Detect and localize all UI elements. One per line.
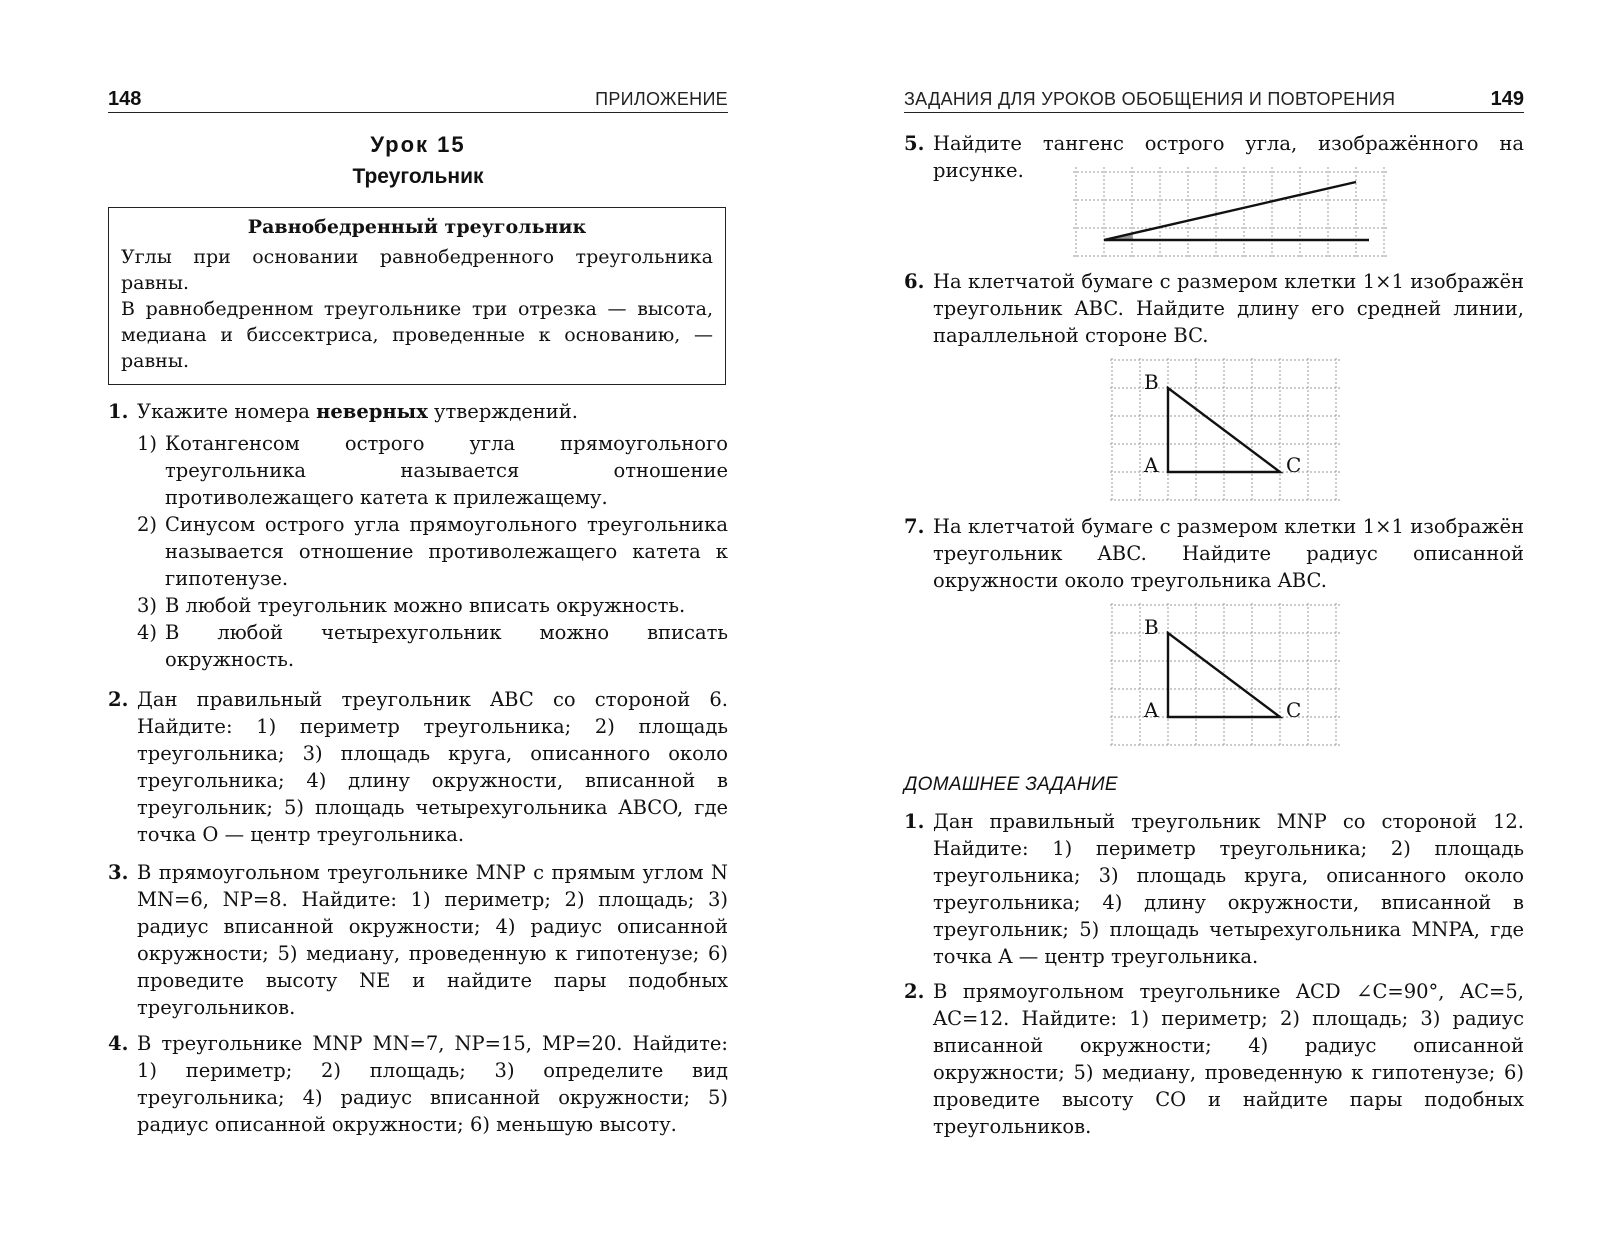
theory-box-title: Равнобедренный треугольник [247, 216, 587, 238]
task-4 [108, 1030, 728, 1138]
running-title-right: ЗАДАНИЯ ДЛЯ УРОКОВ ОБОБЩЕНИЯ И ПОВТОРЕНИЯ [904, 89, 1396, 109]
lesson-title: Урок 15 [370, 132, 466, 157]
vertex-a-label: A [1144, 698, 1159, 722]
vertex-b-label: B [1144, 615, 1159, 639]
task-1-item: 1) Котангенсом острого угла прямоугольного треугольника называется отношение противолежащего катета к прилежащему. [137, 432, 728, 509]
task-1-item: 3) В любой треугольник можно вписать окружность. [137, 594, 686, 617]
task-2 [108, 686, 728, 848]
task-1-item: 4) В любой четырехугольник можно вписать окружность. [137, 621, 728, 671]
homework-2-number: 2. [904, 980, 925, 1003]
theory-box [108, 207, 726, 385]
homework-title: ДОМАШНЕЕ ЗАДАНИЕ [904, 774, 1118, 795]
triangle-figure-7 [1110, 603, 1346, 747]
task-1 [108, 398, 728, 673]
homework-task-2 [904, 978, 1524, 1140]
vertex-c-label: C [1286, 453, 1302, 477]
task-1-number: 1. [108, 400, 129, 423]
task-6-text: На клетчатой бумаге с размером клетки 1×1 изображён треугольник ABC. Найдите длину его средней линии, параллельной стороне BC. [933, 270, 1524, 347]
task-3-text: В прямоугольном треугольнике MNP с прямым углом N MN=6, NP=8. Найдите: 1) периметр; 2) площадь; 3) радиус вписанной окружности; 4) радиус описанной окружности; 5) медиану, проведенную к гипотенузе; 6) проведите высоту NE и найдите пары подобных треугольников. [137, 861, 728, 1019]
theory-paragraph-1: Углы при основании равнобедренного треугольника равны. [121, 246, 713, 294]
task-2-text: Дан правильный треугольник ABC со стороной 6. Найдите: 1) периметр треугольника; 2) площадь треугольника; 3) площадь круга, описанного около треугольника; 4) длину окружности, вписанной в треугольник; 5) площадь четырехугольника ABCO, где точка O — центр треугольника. [137, 688, 728, 846]
task-1-intro: Укажите номера неверных утверждений. [137, 400, 578, 423]
homework-2-text: В прямоугольном треугольнике ACD ∠C=90°, AC=5, AC=12. Найдите: 1) периметр; 2) площадь; 3) радиус вписанной окружности; 4) радиус описанной окружности; 5) медиану, проведенную к гипотенузе; 6) проведите высоту CO и найдите пары подобных треугольников. [933, 980, 1524, 1138]
task-4-number: 4. [108, 1032, 129, 1055]
triangle-figure-6 [1110, 358, 1346, 502]
task-2-number: 2. [108, 688, 129, 711]
task-1-item: 2) Синусом острого угла прямоугольного треугольника называется отношение противолежащего катета к гипотенузе. [137, 513, 728, 590]
task-7 [904, 513, 1524, 594]
page-number-left: 148 [108, 88, 142, 110]
angle-figure [1073, 167, 1389, 257]
right-header [904, 84, 1524, 113]
vertex-c-label: C [1286, 698, 1302, 722]
running-title-left: ПРИЛОЖЕНИЕ [595, 89, 728, 109]
task-4-text: В треугольнике MNP MN=7, NP=15, MP=20. Найдите: 1) периметр; 2) площадь; 3) определите вид треугольника; 4) радиус вписанной окружности; 5) радиус описанной окружности; 6) меньшую высоту. [137, 1032, 728, 1136]
task-6 [904, 268, 1524, 349]
task-7-number: 7. [904, 515, 925, 538]
homework-1-text: Дан правильный треугольник MNP со стороной 12. Найдите: 1) периметр треугольника; 2) площадь треугольника; 3) площадь круга, описанного около треугольника; 4) длину окружности, вписанной в треугольник; 5) площадь четырехугольника MNPA, где точка A — центр треугольника. [933, 810, 1524, 968]
vertex-b-label: B [1144, 370, 1159, 394]
task-5-text: Найдите тангенс острого угла, изображённого на рисунке. [933, 132, 1524, 182]
task-7-text: На клетчатой бумаге с размером клетки 1×1 изображён треугольник ABC. Найдите радиус описанной окружности около треугольника ABC. [933, 515, 1524, 592]
angle-ray-upper [1104, 182, 1356, 240]
lesson-subtitle: Треугольник [352, 165, 484, 188]
task-3-number: 3. [108, 861, 129, 884]
task-6-number: 6. [904, 270, 925, 293]
task-3 [108, 859, 728, 1021]
homework-task-1 [904, 808, 1524, 970]
vertex-a-label: A [1144, 453, 1159, 477]
task-5-number: 5. [904, 132, 925, 155]
page-number-right: 149 [1490, 88, 1524, 110]
theory-paragraph-2: В равнобедренном треугольнике три отрезка — высота, медиана и биссектриса, проведенные к основанию, — равны. [121, 298, 713, 372]
left-header [108, 84, 728, 113]
homework-1-number: 1. [904, 810, 925, 833]
